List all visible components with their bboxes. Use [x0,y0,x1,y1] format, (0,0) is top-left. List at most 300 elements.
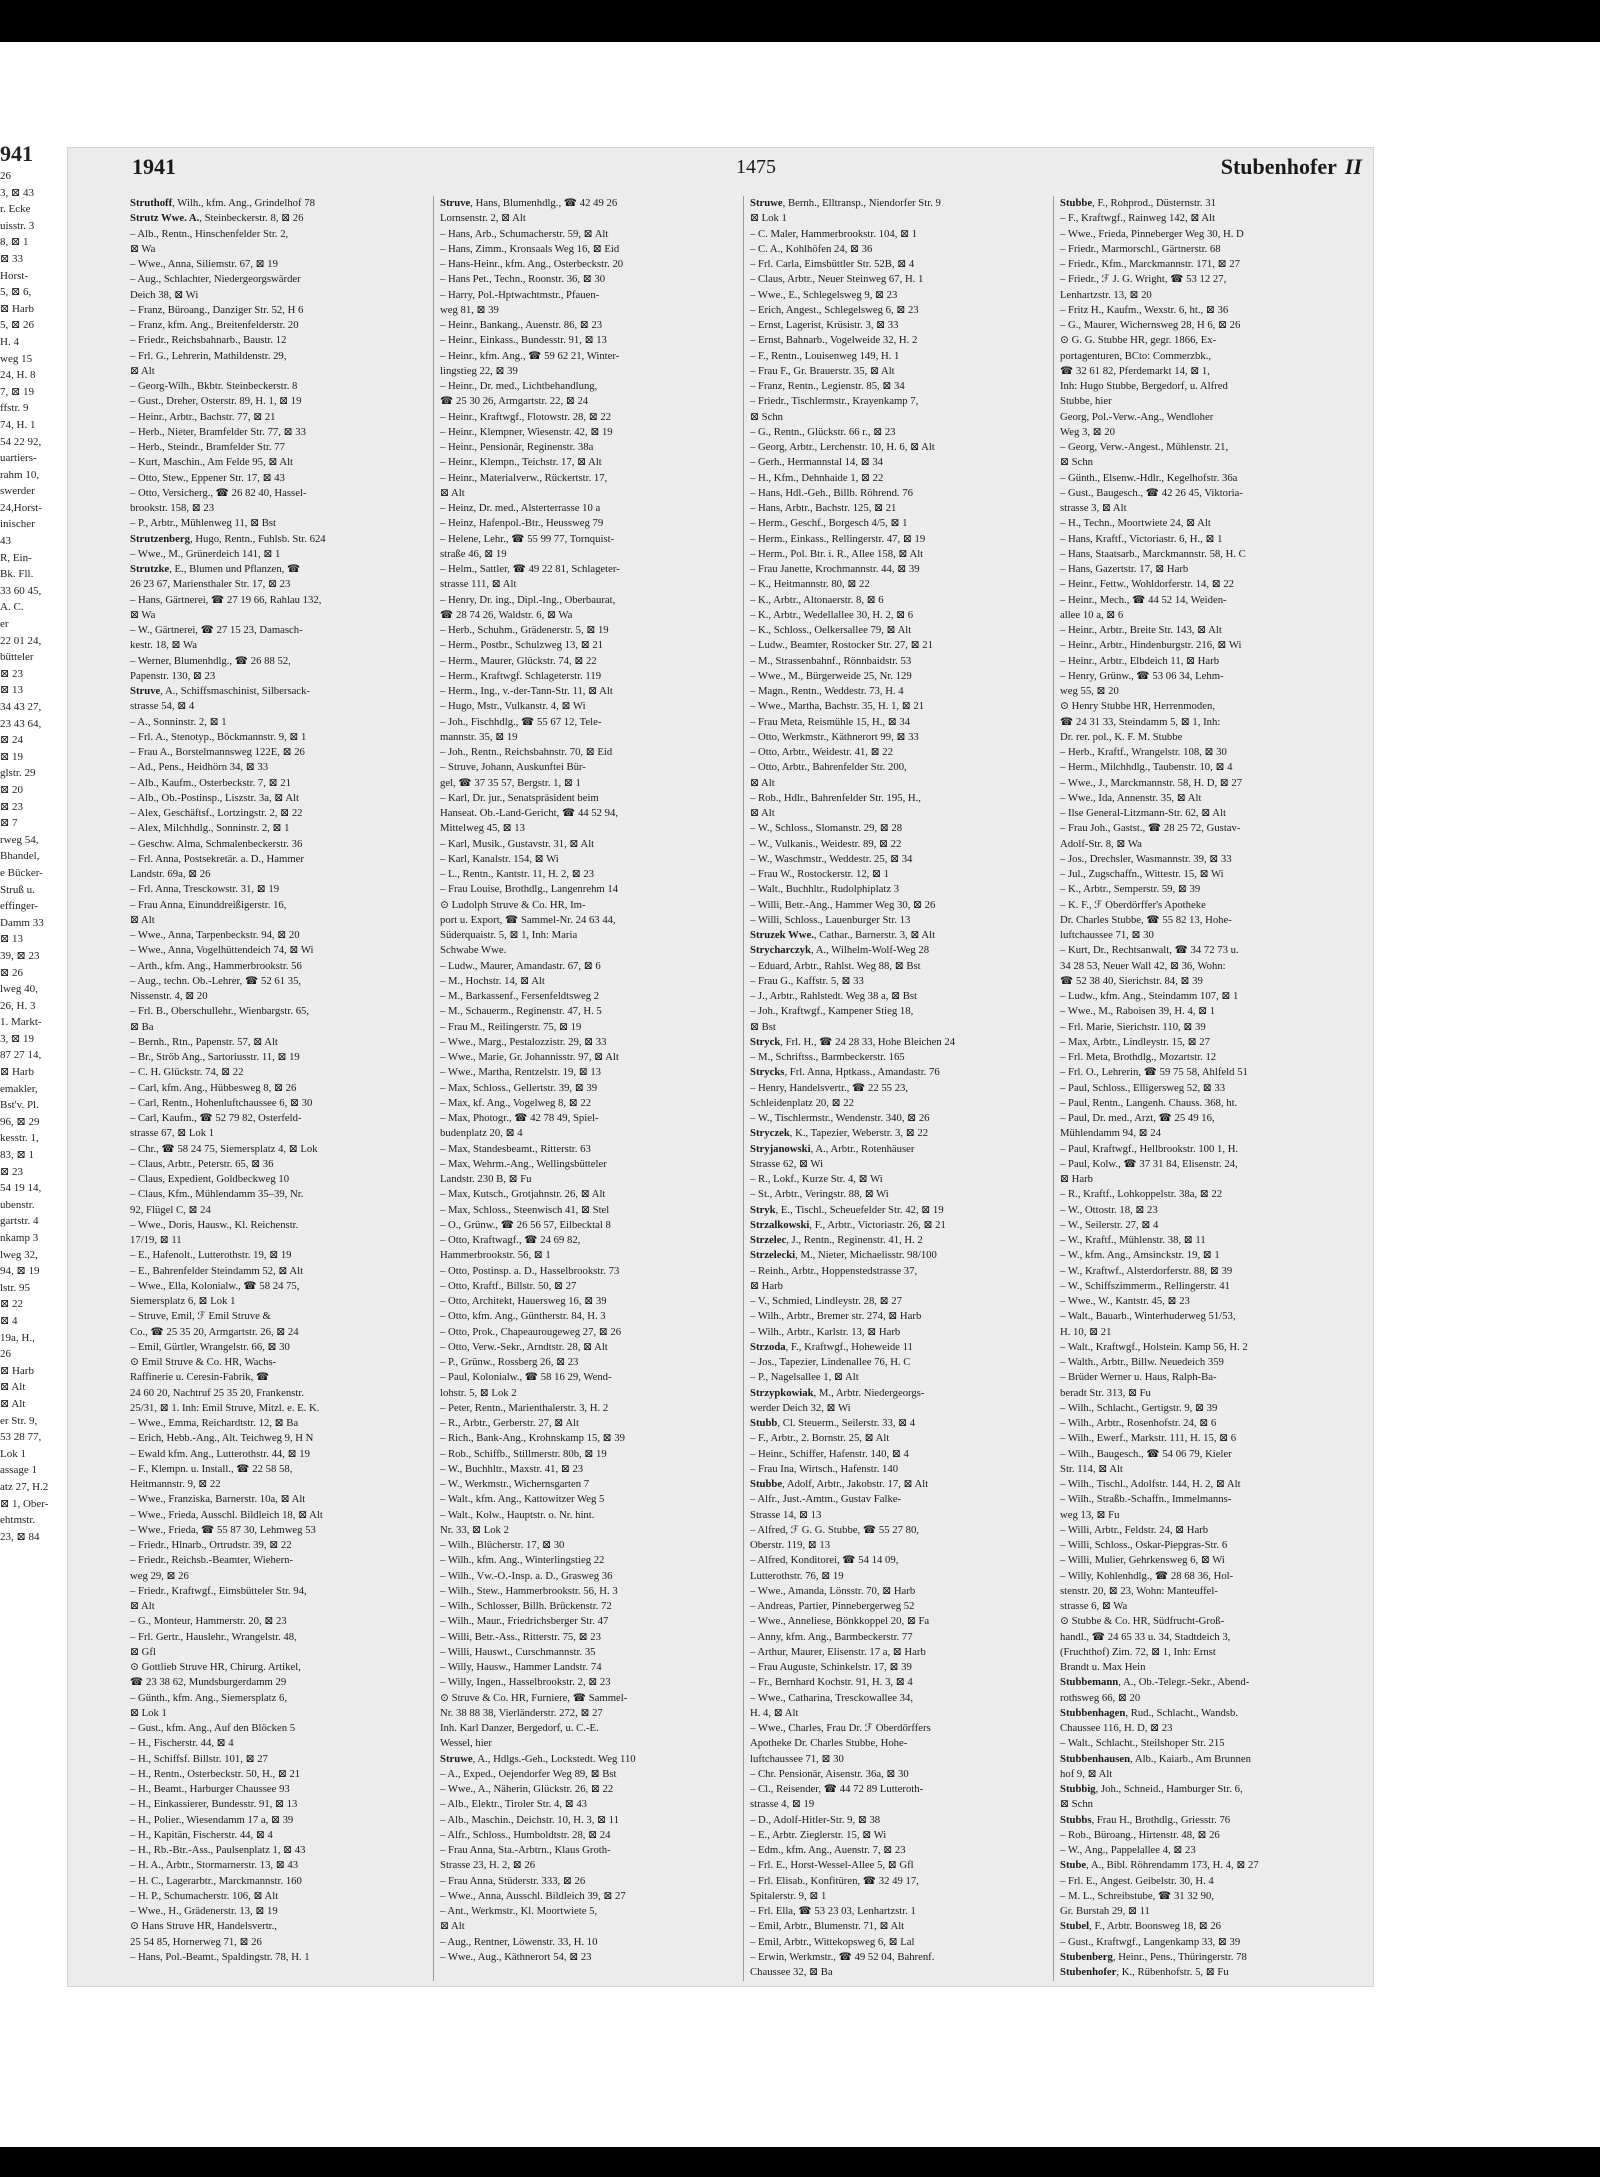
directory-entry-line: – Max, Schloss., Gellertstr. 39, ⊠ 39 [440,1081,598,1094]
directory-entry-line: Str. 114, ⊠ Alt [1060,1462,1123,1475]
directory-entry-line: – Otto, Werkmstr., Käthnerort 99, ⊠ 33 [750,730,919,743]
directory-entry-line: ☎ 24 31 33, Steindamm 5, ⊠ 1, Inh: [1060,715,1221,728]
directory-entry-line: Lutterothstr. 76, ⊠ 19 [750,1569,844,1582]
directory-entry-line: – Wwe., Franziska, Barnerstr. 10a, ⊠ Alt [130,1493,306,1506]
directory-entry-line: Strzalkowski, F., Arbtr., Victoriastr. 26, ⊠ 21 [750,1218,946,1231]
directory-entry-line: – Max, Photogr., ☎ 42 78 49, Spiel- [440,1112,599,1124]
directory-entry-line: – Aug., Rentner, Löwenstr. 33, H. 10 [440,1935,598,1948]
directory-entry-line: – Frau Meta, Reismühle 15, H., ⊠ 34 [750,715,911,728]
directory-entry-line: – H., Beamt., Harburger Chaussee 93 [130,1783,290,1795]
directory-entry-line: – Georg-Wilh., Bkbtr. Steinbeckerstr. 8 [130,380,298,392]
directory-entry-line: – Friedr., Reichsbahnarb., Baustr. 12 [130,334,287,347]
directory-entry-line: Weg 3, ⊠ 20 [1060,425,1115,438]
directory-entry-line: – Jul., Zugschaffn., Wittestr. 15, ⊠ Wi [1060,868,1224,880]
strip-line: ⊠ 33 [0,252,23,265]
directory-entry-line: – Andreas, Partier, Pinnebergerweg 52 [750,1600,915,1612]
directory-entry-line: – K. F., ℱ Oberdörffer's Apotheke [1060,898,1206,911]
directory-entry-line: Inh: Hugo Stubbe, Bergedorf, u. Alfred [1060,380,1228,392]
directory-entry-line: – Paul, Dr. med., Arzt, ☎ 25 49 16, [1060,1112,1215,1124]
directory-entry-line: ⊠ Alt [440,486,465,499]
directory-entry-line: – Wwe., M., Grünerdeich 141, ⊠ 1 [130,547,281,560]
surname-headword: Struzek Wwe. [750,929,814,941]
directory-entry-line: – Frl. Anna, Postsekretär. a. D., Hammer [130,852,304,865]
directory-entry-line: Strzelecki, M., Nieter, Michaelisstr. 98/100 [750,1249,937,1262]
directory-entry-line: – H. C., Lagerarbtr., Marckmannstr. 160 [130,1874,302,1887]
directory-entry-line: – Walt., Buchhltr., Rudolphiplatz 3 [750,883,900,896]
directory-entry-line: weg 81, ⊠ 39 [440,303,499,316]
strip-line: ⊠ Alt [0,1397,26,1410]
directory-entry-line: ⊙ Emil Struve & Co. HR, Wachs- [130,1356,277,1368]
directory-entry-line: – Frl. Gertr., Hauslehr., Wrangelstr. 48, [130,1630,297,1643]
directory-entry-line: ⊠ Alt [130,913,155,926]
strip-line: inischer [0,518,35,531]
directory-entry-line: – Br., Ströb Ang., Sartoriusstr. 11, ⊠ 19 [130,1051,300,1063]
directory-entry-line: Landstr. 69a, ⊠ 26 [130,868,211,880]
directory-entry-line: – R., Lokf., Kurze Str. 4, ⊠ Wi [750,1173,883,1185]
directory-entry-line: Stubenhofer, K., Rübenhofstr. 5, ⊠ Fu [1060,1966,1229,1978]
directory-entry-line: – C. A., Kohlhöfen 24, ⊠ 36 [750,242,873,255]
directory-entry-line: – Alex, Milchhdlg., Sonninstr. 2, ⊠ 1 [130,822,290,835]
directory-entry-line: – Wilh., Baugesch., ☎ 54 06 79, Kieler [1060,1447,1232,1460]
strip-line: ffstr. 9 [0,402,29,415]
column-rule [1053,196,1054,1981]
directory-entry-line: – Wilh., Straßb.-Schaffn., Immelmanns- [1060,1493,1232,1506]
directory-entry-line: rothsweg 66, ⊠ 20 [1060,1691,1141,1704]
directory-entry-line: – Wwe., Martha, Rentzelstr. 19, ⊠ 13 [440,1066,602,1079]
directory-entry-line: Hammerbrookstr. 56, ⊠ 1 [440,1249,551,1262]
directory-entry-line: – Friedr., Marmorschl., Gärtnerstr. 68 [1060,242,1221,255]
directory-entry-line: – Otto, Kraftf., Billstr. 50, ⊠ 27 [440,1279,577,1292]
directory-entry-line: – Wwe., W., Kantstr. 45, ⊠ 23 [1060,1295,1190,1307]
directory-entry-line: Strycks, Frl. Anna, Hptkass., Amandastr. 76 [750,1066,940,1079]
directory-entry-line: – M. L., Schreibstube, ☎ 31 32 90, [1060,1889,1215,1902]
directory-entry-line: – G., Rentn., Glückstr. 66 r., ⊠ 23 [750,425,896,438]
directory-entry-line: ⊠ Lok 1 [130,1706,167,1719]
directory-entry-line: – Walt., Bauarb., Winterhuderweg 51/53, [1060,1310,1236,1323]
strip-line: rahm 10, [0,468,40,481]
directory-entry-line: ⊠ Schn [750,410,784,423]
surname-headword: Strzoda [750,1340,786,1353]
directory-entry-line: – Heinr., Arbtr., Bachstr. 77, ⊠ 21 [130,410,276,423]
directory-entry-line: – Otto, Prok., Chapeaurougeweg 27, ⊠ 26 [440,1325,622,1338]
directory-entry-line: Strzypkowiak, M., Arbtr. Niedergeorgs- [750,1386,925,1399]
directory-entry-line: – Wwe., Aug., Käthnerort 54, ⊠ 23 [440,1950,592,1963]
surname-headword: Stubbenhausen [1060,1752,1131,1765]
directory-entry-line: – Magn., Rentn., Weddestr. 73, H. 4 [750,685,904,697]
directory-entry-line: – Otto, Verw.-Sekr., Arndtstr. 28, ⊠ Alt [440,1340,608,1353]
directory-entry-line: – Peter, Rentn., Marienthalerstr. 3, H. 2 [440,1401,609,1414]
directory-entry-line: Struwe, A., Hdlgs.-Geh., Lockstedt. Weg 110 [440,1752,636,1765]
directory-entry-line: – Hans, Staatsarb., Marckmannstr. 58, H. C [1060,547,1246,560]
directory-entry-line: – Friedr., Tischlermstr., Krayenkamp 7, [750,395,919,408]
strip-line: 1. Markt- [0,1016,42,1029]
directory-entry-line: – Wwe., Frieda, Ausschl. Bildleich 18, ⊠ Alt [130,1508,323,1521]
directory-entry-line: – Jos., Tapezier, Lindenallee 76, H. C [750,1356,911,1368]
strip-line: ⊠ 20 [0,783,23,796]
directory-entry-line: – Paul, Kraftwgf., Hellbrookstr. 100 1, H. [1060,1142,1239,1155]
directory-entry-line: – Joh., Rentn., Reichsbahnstr. 70, ⊠ Eid [440,746,613,758]
directory-entry-line: – Willi, Schloss., Lauenburger Str. 13 [750,913,911,926]
directory-entry-line: – Walt., Kraftwgf., Holstein. Kamp 56, H. 2 [1060,1340,1248,1353]
directory-entry-line: Stubbs, Frau H., Brothdlg., Griesstr. 76 [1060,1813,1231,1826]
directory-entry-line: – Herb., Steindr., Bramfelder Str. 77 [130,441,285,453]
directory-entry-line: – Edm., kfm. Ang., Auenstr. 7, ⊠ 23 [750,1844,906,1856]
directory-entry-line: kestr. 18, ⊠ Wa [130,639,197,652]
strip-line: 5, ⊠ 26 [0,319,34,332]
directory-entry-line: – Wilh., Stew., Hammerbrookstr. 56, H. 3 [440,1584,618,1597]
directory-entry-line: Schleidenplatz 20, ⊠ 22 [750,1096,854,1109]
directory-entry-line: – Heinr., Klempner, Wiesenstr. 42, ⊠ 19 [440,425,613,438]
directory-entry-line: – Hans, Gärtnerei, ☎ 27 19 66, Rahlau 132, [130,593,322,606]
surname-headword: Strutzke [130,563,170,575]
directory-entry-line: ⊙ Stubbe & Co. HR, Südfrucht-Groß- [1060,1615,1225,1628]
directory-entry-line: hof 9, ⊠ Alt [1060,1767,1113,1780]
directory-entry-line: – Heinr., Mech., ☎ 44 52 14, Weiden- [1060,593,1227,606]
directory-entry-line: – Herb., Kraftf., Wrangelstr. 108, ⊠ 30 [1060,746,1227,758]
directory-entry-line: – Wwe., Anna, Ausschl. Bildleich 39, ⊠ 27 [440,1889,626,1902]
directory-entry-line: – Willy, Hausw., Hammer Landstr. 74 [440,1661,602,1673]
directory-entry-line: – Alfred, ℱ G. G. Stubbe, ☎ 55 27 80, [750,1523,919,1536]
directory-entry-line: – M., Schriftss., Barmbeckerstr. 165 [750,1051,905,1063]
strip-line: 74, H. 1 [0,418,36,431]
surname-headword: Strutz Wwe. A. [130,212,200,225]
directory-entry-line: – Chr., ☎ 58 24 75, Siemersplatz 4, ⊠ Lok [130,1142,318,1155]
directory-entry-line: – Georg, Verw.-Angest., Mühlenstr. 21, [1060,441,1229,453]
directory-entry-line: – Claus, Arbtr., Neuer Steinweg 67, H. 1 [750,273,924,286]
directory-entry-line: – K., Arbtr., Semperstr. 59, ⊠ 39 [1060,883,1201,896]
strip-line: 83, ⊠ 1 [0,1149,34,1162]
directory-entry-line: Stubbe, hier [1060,395,1112,408]
directory-entry-line: – Alb., Rentn., Hinschenfelder Str. 2, [130,227,289,240]
surname-headword: Stryjanowski [750,1142,811,1155]
directory-entry-line: – Hugo, Mstr., Vulkanstr. 4, ⊠ Wi [440,700,586,713]
strip-line: 54 19 14, [0,1182,42,1195]
directory-entry-line: – Wwe., Marg., Pestalozzistr. 29, ⊠ 33 [440,1035,607,1048]
directory-entry-line: – Frau Auguste, Schinkelstr. 17, ⊠ 39 [750,1661,912,1673]
directory-entry-line: Nr. 38 88 38, Vierländerstr. 272, ⊠ 27 [440,1706,603,1719]
directory-entry-line: – Wwe., Anneliese, Bönkkoppel 20, ⊠ Fa [750,1615,930,1628]
surname-headword: Struthoff [130,197,173,209]
directory-entry-line: – Gust., Kraftwgf., Langenkamp 33, ⊠ 39 [1060,1935,1241,1948]
directory-entry-line: – H. A., Arbtr., Stormarnerstr. 13, ⊠ 43 [130,1859,299,1872]
directory-entry-line: – Gerh., Hermannstal 14, ⊠ 34 [750,456,884,469]
directory-entry-line: – Max, Wehrm.-Ang., Wellingsbütteler [440,1157,607,1170]
directory-entry-line: Strutzenberg, Hugo, Rentn., Fuhlsb. Str. 624 [130,532,326,545]
directory-entry-line: – Friedr., ℱ J. G. Wright, ☎ 53 12 27, [1060,273,1227,286]
directory-entry-line: ⊠ Harb [1060,1173,1093,1185]
directory-entry-line: – Bernh., Rtn., Papenstr. 57, ⊠ Alt [130,1035,278,1048]
directory-entry-line: Chaussee 32, ⊠ Ba [750,1966,833,1978]
surname-headword: Stubbe [1060,197,1093,209]
directory-entry-line: – Ant., Werkmstr., Kl. Moortwiete 5, [440,1905,598,1917]
directory-entry-line: – C. Maler, Hammerbrookstr. 104, ⊠ 1 [750,227,918,240]
directory-entry-line: luftchaussee 71, ⊠ 30 [1060,929,1154,941]
directory-entry-line: – Franz, kfm. Ang., Breitenfelderstr. 20 [130,319,299,331]
surname-headword: Stubbenhagen [1060,1706,1126,1719]
directory-entry-line: ☎ 23 38 62, Mundsburgerdamm 29 [130,1676,287,1689]
directory-entry-line: ⊠ Alt [440,1920,465,1933]
directory-entry-line: – Franz, Büroang., Danziger Str. 52, H 6 [130,303,304,316]
strip-line: glstr. 29 [0,767,36,780]
directory-entry-line: – Wwe., Anna, Vogelhüttendeich 74, ⊠ Wi [130,944,314,957]
directory-entry-line: – Reinh., Arbtr., Hoppenstedstrasse 37, [750,1264,918,1277]
directory-entry-line: – Arthur, Maurer, Elisenstr. 17 a, ⊠ Harb [750,1645,926,1658]
directory-entry-line: Stubbemann, A., Ob.-Telegr.-Sekr., Abend- [1060,1676,1250,1689]
surname-headword: Stubb [750,1417,778,1429]
directory-entry-line: – Heinr., kfm. Ang., ☎ 59 62 21, Winter- [440,349,620,362]
strip-line: lweg 40, [0,983,38,996]
strip-line: ⊠ Harb [0,1066,34,1079]
directory-entry-line: – Hans-Heinr., kfm. Ang., Osterbeckstr. 20 [440,258,624,270]
column-rule [743,196,744,1981]
directory-entry-line: – Wilh., Arbtr., Bremer str. 274, ⊠ Harb [750,1310,922,1323]
directory-entry-line: – Frl. G., Lehrerin, Mathildenstr. 29, [130,349,287,362]
directory-entry-line: H. 10, ⊠ 21 [1060,1325,1112,1338]
directory-entry-line: – Frl. Elisab., Konfitüren, ☎ 32 49 17, [750,1874,919,1887]
strip-line: Horst- [0,269,29,282]
strip-line: 5, ⊠ 6, [0,286,32,299]
directory-entry-line: – Carl, Rentn., Hohenluftchaussee 6, ⊠ 30 [130,1096,313,1109]
column-2 [440,196,736,1981]
directory-entry-line: portagenturen, BCto: Commerzbk., [1060,349,1212,362]
strip-line: 43 [0,535,11,548]
directory-entry-line: – Alb., Kaufm., Osterbeckstr. 7, ⊠ 21 [130,776,291,789]
directory-entry-line: – Wwe., Frieda, Pinneberger Weg 30, H. D [1060,227,1244,240]
directory-entry-line: ⊙ Struve & Co. HR, Furniere, ☎ Sammel- [440,1691,628,1704]
directory-entry-line: – Günth., kfm. Ang., Siemersplatz 6, [130,1691,288,1704]
directory-entry-line: ☎ 32 61 82, Pferdemarkt 14, ⊠ 1, [1060,364,1210,377]
directory-entry-line: ⊙ Hans Struve HR, Handelsvertr., [130,1920,277,1933]
directory-entry-line: Stubb, Cl. Steuerm., Seilerstr. 33, ⊠ 4 [750,1417,916,1429]
directory-entry-line: – Frau A., Borstelmannsweg 122E, ⊠ 26 [130,746,305,758]
directory-entry-line: – R., Arbtr., Gerberstr. 27, ⊠ Alt [440,1417,579,1429]
directory-entry-line: – Wilh., Tischl., Adolfstr. 144, H. 2, ⊠ Alt [1060,1478,1241,1490]
directory-entry-line: – Willi, Arbtr., Feldstr. 24, ⊠ Harb [1060,1523,1209,1536]
directory-entry-line: – Max, Schloss., Steenwisch 41, ⊠ Stel [440,1203,610,1216]
directory-entry-line: brookstr. 158, ⊠ 23 [130,502,215,514]
directory-entry-line: – H., Techn., Moortwiete 24, ⊠ Alt [1060,517,1211,530]
directory-entry-line: strasse 67, ⊠ Lok 1 [130,1127,215,1140]
directory-entry-line: – Frl. Anna, Tresckowstr. 31, ⊠ 19 [130,883,280,896]
directory-entry-line: – Wwe., Ella, Kolonialw., ☎ 58 24 75, [130,1279,300,1292]
directory-entry-line: ⊠ Schn [1060,1798,1094,1811]
directory-entry-line: – Claus, Arbtr., Peterstr. 65, ⊠ 36 [130,1157,274,1170]
directory-entry-line: ⊠ Alt [750,807,775,819]
strip-line: 7, ⊠ 19 [0,385,34,398]
strip-line: rweg 54, [0,833,39,846]
directory-entry-line: – W., Schloss., Slomanstr. 29, ⊠ 28 [750,822,903,835]
directory-entry-line: Stryck, Frl. H., ☎ 24 28 33, Hohe Bleichen 24 [750,1035,956,1048]
directory-entry-line: – Paul, Rentn., Langenh. Chauss. 368, ht. [1060,1096,1238,1109]
directory-entry-line: Strasse 62, ⊠ Wi [750,1157,824,1170]
directory-entry-line: – F., Klempn. u. Install., ☎ 22 58 58, [130,1462,293,1475]
directory-entry-line: – Wwe., Charles, Frau Dr. ℱ Oberdörffers [750,1722,931,1734]
directory-entry-line: Dr. rer. pol., K. F. M. Stubbe [1060,730,1183,743]
directory-entry-line: – Hans, Gazertstr. 17, ⊠ Harb [1060,563,1189,575]
directory-entry-line: Strutz Wwe. A., Steinbeckerstr. 8, ⊠ 26 [130,212,304,225]
directory-entry-line: – Herm., Postbr., Schulzweg 13, ⊠ 21 [440,639,604,652]
directory-entry-line: beradt Str. 313, ⊠ Fu [1060,1386,1151,1399]
directory-entry-line: – Willy, Ingen., Hasselbrookstr. 2, ⊠ 23 [440,1676,611,1689]
strip-line: 24,Horst- [0,501,42,514]
directory-entry-line: – M., Schauerm., Reginenstr. 47, H. 5 [440,1005,602,1018]
directory-entry-line: – Alb., Maschin., Deichstr. 10, H. 3, ⊠ 11 [440,1813,619,1826]
directory-entry-line: – Walth., Arbtr., Billw. Neuedeich 359 [1060,1356,1224,1368]
directory-entry-line: – Frau Anna, Einunddreißigerstr. 16, [130,898,287,911]
directory-entry-line: – Walt., kfm. Ang., Kattowitzer Weg 5 [440,1493,605,1506]
directory-entry-line: Strutzke, E., Blumen und Pflanzen, ☎ [130,563,301,575]
directory-entry-line: – Alb., Ob.-Postinsp., Liszstr. 3a, ⊠ Alt [130,791,299,804]
directory-entry-line: – Wwe., M., Bürgerweide 25, Nr. 129 [750,669,912,682]
strip-line: r. Ecke [0,203,31,216]
directory-entry-line: werder Deich 32, ⊠ Wi [750,1401,851,1414]
directory-entry-line: Lenhartzstr. 13, ⊠ 20 [1060,288,1152,301]
strip-line: atz 27, H.2 [0,1480,49,1493]
directory-entry-line: – Frau M., Reilingerstr. 75, ⊠ 19 [440,1020,582,1033]
directory-entry-line: – Willi, Betr.-Ang., Hammer Weg 30, ⊠ 26 [750,898,936,911]
directory-entry-line: – H., Polier., Wiesendamm 17 a, ⊠ 39 [130,1813,294,1826]
directory-entry-line: – Rob., Schiffb., Stillmerstr. 80b, ⊠ 19 [440,1447,607,1460]
directory-entry-line: ⊠ Bst [750,1020,776,1033]
directory-entry-line: – Friedr., Reichsb.-Beamter, Wiehern- [130,1554,294,1567]
directory-entry-line: Hanseat. Ob.-Land-Gericht, ☎ 44 52 94, [440,807,619,819]
strip-line: Bk. Fll. [0,568,34,581]
directory-entry-line: – H., Rb.-Btr.-Ass., Paulsenplatz 1, ⊠ 43 [130,1844,306,1856]
directory-entry-line: – Frl. E., Horst-Wessel-Allee 5, ⊠ Gfl [750,1859,914,1872]
strip-line: ⊠ 13 [0,933,23,946]
directory-entry-line: – A., Exped., Oejendorfer Weg 89, ⊠ Bst [440,1767,617,1780]
directory-entry-line: ☎ 28 74 26, Waldstr. 6, ⊠ Wa [440,608,573,621]
directory-entry-line: – Heinz, Dr. med., Alsterterrasse 10 a [440,502,601,514]
directory-entry-line: – Frau Janette, Krochmannstr. 44, ⊠ 39 [750,563,920,575]
running-head [1221,154,1362,180]
directory-entry-line: ☎ 25 30 26, Armgartstr. 22, ⊠ 24 [440,395,589,408]
directory-entry-line: ⊙ G. G. Stubbe HR, gegr. 1866, Ex- [1060,334,1217,347]
directory-entry-line: – Walt., Schlacht., Steilshoper Str. 215 [1060,1737,1225,1750]
directory-entry-line: – Henry, Grünw., ☎ 53 06 34, Lehm- [1060,669,1224,682]
surname-headword: Stubbe [750,1478,783,1490]
directory-entry-line: – Wwe., Martha, Bachstr. 35, H. 1, ⊠ 21 [750,700,925,713]
directory-entry-line: – Joh., Fischhdlg., ☎ 55 67 12, Tele- [440,715,602,728]
directory-entry-line: straße 46, ⊠ 19 [440,547,507,560]
directory-entry-line: – Henry, Handelsvertr., ☎ 22 55 23, [750,1081,909,1094]
directory-entry-line: – Ewald kfm. Ang., Lutterothstr. 44, ⊠ 19 [130,1447,310,1460]
directory-entry-line: – M., Hochstr. 14, ⊠ Alt [440,974,545,987]
strip-line: ⊠ 23 [0,800,23,813]
directory-entry-line: – Frau G., Kaffstr. 5, ⊠ 33 [750,974,864,987]
directory-entry-line: Dr. Charles Stubbe, ☎ 55 82 13, Hohe- [1060,913,1232,926]
strip-line: ⊠ 19 [0,750,23,763]
directory-entry-line: – Claus, Expedient, Goldbeckweg 10 [130,1173,290,1185]
directory-entry-line: – Frau F., Gr. Brauerstr. 35, ⊠ Alt [750,364,895,377]
directory-entry-line: – Claus, Kfm., Mühlendamm 35–39, Nr. [130,1188,304,1201]
directory-entry-line: – H. P., Schumacherstr. 106, ⊠ Alt [130,1889,279,1902]
directory-entry-line: – W., Ang., Pappelallee 4, ⊠ 23 [1060,1844,1196,1856]
directory-entry-line: – K., Heitmannstr. 80, ⊠ 22 [750,578,870,591]
directory-entry-line: – O., Grünw., ☎ 26 56 57, Eilbecktal 8 [440,1218,611,1231]
directory-entry-line: – Erich, Angest., Schlegelsweg 6, ⊠ 23 [750,303,919,316]
directory-entry-line: – H., Fischerstr. 44, ⊠ 4 [130,1737,234,1750]
directory-entry-line: – Max, Kutsch., Grotjahnstr. 26, ⊠ Alt [440,1188,606,1201]
directory-entry-line: – K., Arbtr., Altonaerstr. 8, ⊠ 6 [750,593,884,606]
directory-entry-line: Struwe, Bernh., Elltransp., Niendorfer Str. 9 [750,197,941,209]
directory-entry-line: – Karl, Dr. jur., Senatspräsident beim [440,791,599,804]
directory-entry-line: – Heinr., Bankang., Auenstr. 86, ⊠ 23 [440,319,603,331]
directory-entry-line: – Arth., kfm. Ang., Hammerbrookstr. 56 [130,959,302,972]
directory-entry-line: – Willi, Betr.-Ass., Ritterstr. 75, ⊠ 23 [440,1630,601,1643]
directory-entry-line: – Ilse General-Litzmann-Str. 62, ⊠ Alt [1060,807,1226,819]
directory-entry-line: weg 55, ⊠ 20 [1060,685,1119,697]
directory-entry-line: Struthoff, Wilh., kfm. Ang., Grindelhof 78 [130,197,315,209]
directory-entry-line: – W., Gärtnerei, ☎ 27 15 23, Damasch- [130,624,303,636]
directory-entry-line: – Frau Joh., Gastst., ☎ 28 25 72, Gustav- [1060,822,1241,835]
directory-entry-line: Stubbenhagen, Rud., Schlacht., Wandsb. [1060,1706,1238,1719]
directory-entry-line: Nr. 33, ⊠ Lok 2 [440,1523,509,1536]
directory-entry-line: gel, ☎ 37 35 57, Bergstr. 1, ⊠ 1 [440,776,581,789]
strip-line: 3, ⊠ 19 [0,1032,34,1045]
directory-entry-line: – Frl. E., Angest. Geibelstr. 30, H. 4 [1060,1874,1214,1887]
top-scan-border [0,0,1600,42]
directory-entry-line: strasse 3, ⊠ Alt [1060,502,1127,514]
directory-entry-line: – W., Werkmstr., Wichernsgarten 7 [440,1478,590,1490]
directory-entry-line: – W., Tischlermstr., Wendenstr. 340, ⊠ 26 [750,1112,930,1124]
directory-entry-line: – M., Strassenbahnf., Rönnbaidstr. 53 [750,654,912,667]
directory-entry-line: – Paul, Schloss., Elligersweg 52, ⊠ 33 [1060,1081,1226,1094]
directory-entry-line: – Aug., Schlachter, Niedergeorgswärder [130,273,301,286]
directory-entry-line: – Emil, Arbtr., Blumenstr. 71, ⊠ Alt [750,1920,905,1933]
directory-entry-line: – Struve, Johann, Auskunftei Bür- [440,761,586,774]
directory-entry-line: Brandt u. Max Hein [1060,1661,1146,1673]
directory-entry-line: – Alfr., Schloss., Humboldtstr. 28, ⊠ 24 [440,1828,611,1841]
directory-entry-line: – Franz, Rentn., Legienstr. 85, ⊠ 34 [750,380,905,392]
directory-entry-line: – Frau Louise, Brothdlg., Langenrehm 14 [440,883,619,896]
strip-line: 87 27 14, [0,1049,42,1062]
directory-entry-line: – Aug., techn. Ob.-Lehrer, ☎ 52 61 35, [130,974,302,987]
directory-entry-line: Nissenstr. 4, ⊠ 20 [130,990,208,1002]
directory-entry-line: Inh. Karl Danzer, Bergedorf, u. C.-E. [440,1722,599,1734]
strip-line: swerder [0,485,35,498]
directory-entry-line: – Werner, Blumenhdlg., ☎ 26 88 52, [130,654,291,667]
directory-entry-line: – Paul, Kolw., ☎ 37 31 84, Elisenstr. 24, [1060,1157,1238,1170]
directory-entry-line: – Wilh., Vw.-O.-Insp. a. D., Grasweg 36 [440,1569,613,1582]
directory-entry-line: – Otto, Postinsp. a. D., Hasselbrookstr. 73 [440,1264,620,1277]
directory-entry-line: – Frau Ina, Wirtsch., Hafenstr. 140 [750,1462,899,1475]
strip-line: ⊠ 4 [0,1314,18,1327]
directory-entry-line: – Harry, Pol.-Hptwachtmstr., Pfauen- [440,288,600,301]
strip-line: 96, ⊠ 29 [0,1115,40,1128]
directory-entry-line: ⊠ Schn [1060,456,1094,469]
directory-entry-line: – Fr., Bernhard Kochstr. 91, H. 3, ⊠ 4 [750,1676,913,1689]
directory-entry-line: – Heinr., Materialverw., Rückertstr. 17, [440,471,608,484]
directory-entry-line: – Hans, Arbtr., Bachstr. 125, ⊠ 21 [750,502,897,514]
directory-entry-line: weg 13, ⊠ Fu [1060,1508,1120,1521]
directory-entry-line: – Friedr., Kfm., Marckmannstr. 171, ⊠ 27 [1060,258,1240,270]
directory-entry-line: – Frl. Ella, ☎ 53 23 03, Lenhartzstr. 1 [750,1905,916,1917]
directory-entry-line: – Eduard, Arbtr., Rahlst. Weg 88, ⊠ Bst [750,959,921,972]
directory-entry-line: – Herm., Maurer, Glückstr. 74, ⊠ 22 [440,654,597,667]
directory-entry-line: – Ludw., Maurer, Amandastr. 67, ⊠ 6 [440,959,601,972]
directory-entry-line: Stubbe, F., Rohprod., Düsternstr. 31 [1060,197,1216,209]
directory-entry-line: – Otto, Arbtr., Bahrenfelder Str. 200, [750,761,907,774]
strip-line: kesstr. 1, [0,1132,39,1145]
strip-line: 34 43 27, [0,701,42,713]
directory-entry-line: Süderquaistr. 5, ⊠ 1, Inh: Maria [440,929,578,941]
strip-line: lweg 32, [0,1248,38,1261]
strip-line: ⊠ 7 [0,817,18,830]
surname-headword: Stubenberg [1060,1950,1113,1963]
directory-entry-line: Stubbig, Joh., Schneid., Hamburger Str. 6, [1060,1783,1243,1795]
strip-line: gartstr. 4 [0,1215,39,1228]
